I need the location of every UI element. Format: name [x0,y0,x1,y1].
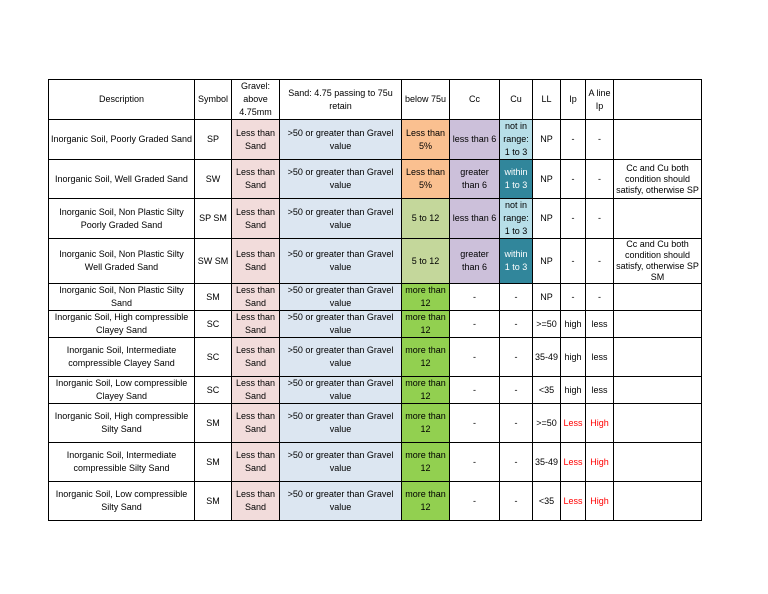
cell-cu: - [500,311,533,338]
table-row [49,338,702,377]
cell-sand: >50 or greater than Gravel value [280,199,402,239]
header-cu: Cu [500,80,533,120]
cell-cu: not in range: 1 to 3 [500,199,533,239]
cell-ll: NP [533,284,561,311]
cell-gravel: Less than Sand [232,284,280,311]
cell-a-line-ip: High [586,482,614,521]
table-row [49,311,702,338]
cell-note: Cc and Cu both condition should satisfy, otherwise SP SM [614,239,702,284]
cell-note [614,284,702,311]
cell-description: Inorganic Soil, Intermediate compressible Clayey Sand [49,338,195,377]
cell-note [614,199,702,239]
cell-cu: - [500,377,533,404]
cell-cu: - [500,338,533,377]
cell-symbol: SP [195,120,232,160]
cell-description: Inorganic Soil, Intermediate compressible Silty Sand [49,443,195,482]
header-sand: Sand: 4.75 passing to 75u retain [280,80,402,120]
cell-ip: Less [561,404,586,443]
cell-ip: - [561,199,586,239]
cell-cu: - [500,443,533,482]
cell-gravel: Less than Sand [232,482,280,521]
cell-sand: >50 or greater than Gravel value [280,377,402,404]
cell-cc: less than 6 [450,199,500,239]
cell-cc: - [450,482,500,521]
cell-cc: - [450,284,500,311]
cell-cu: within 1 to 3 [500,160,533,199]
cell-sand: >50 or greater than Gravel value [280,160,402,199]
cell-sand: >50 or greater than Gravel value [280,239,402,284]
cell-below-75u: 5 to 12 [402,239,450,284]
cell-cc: - [450,338,500,377]
header-ip: Ip [561,80,586,120]
cell-description: Inorganic Soil, Low compressible Clayey Sand [49,377,195,404]
cell-gravel: Less than Sand [232,311,280,338]
cell-ll: NP [533,160,561,199]
cell-description: Inorganic Soil, Low compressible Silty Sand [49,482,195,521]
cell-sand: >50 or greater than Gravel value [280,120,402,160]
cell-gravel: Less than Sand [232,338,280,377]
cell-ip: - [561,160,586,199]
header-row [49,80,702,120]
cell-ip: - [561,239,586,284]
cell-a-line-ip: less [586,311,614,338]
cell-a-line-ip: - [586,160,614,199]
header-a-line-ip: A line Ip [586,80,614,120]
cell-ip: Less [561,443,586,482]
header-below-75u: below 75u [402,80,450,120]
table-row [49,443,702,482]
table-row [49,482,702,521]
cell-ip: high [561,338,586,377]
soil-classification-table [48,79,702,521]
cell-below-75u: more than 12 [402,284,450,311]
cell-symbol: SP SM [195,199,232,239]
cell-a-line-ip: High [586,404,614,443]
cell-symbol: SM [195,482,232,521]
cell-sand: >50 or greater than Gravel value [280,404,402,443]
cell-gravel: Less than Sand [232,160,280,199]
cell-description: Inorganic Soil, Well Graded Sand [49,160,195,199]
cell-cc: - [450,377,500,404]
cell-below-75u: more than 12 [402,443,450,482]
cell-cu: - [500,284,533,311]
cell-a-line-ip: - [586,120,614,160]
cell-sand: >50 or greater than Gravel value [280,482,402,521]
cell-gravel: Less than Sand [232,239,280,284]
cell-symbol: SM [195,284,232,311]
cell-a-line-ip: less [586,338,614,377]
cell-ll: NP [533,239,561,284]
cell-below-75u: 5 to 12 [402,199,450,239]
table-row [49,377,702,404]
cell-ip: - [561,120,586,160]
cell-description: Inorganic Soil, Poorly Graded Sand [49,120,195,160]
cell-symbol: SC [195,338,232,377]
cell-sand: >50 or greater than Gravel value [280,311,402,338]
cell-cu: - [500,404,533,443]
table-row [49,199,702,239]
cell-ll: NP [533,120,561,160]
cell-cc: - [450,311,500,338]
header-note [614,80,702,120]
cell-ll: >=50 [533,404,561,443]
cell-below-75u: more than 12 [402,338,450,377]
header-gravel: Gravel: above 4.75mm [232,80,280,120]
cell-ip: Less [561,482,586,521]
cell-gravel: Less than Sand [232,377,280,404]
cell-symbol: SM [195,404,232,443]
cell-ll: >=50 [533,311,561,338]
cell-symbol: SW SM [195,239,232,284]
cell-symbol: SM [195,443,232,482]
cell-note [614,404,702,443]
cell-cu: not in range: 1 to 3 [500,120,533,160]
cell-note [614,338,702,377]
cell-cc: - [450,443,500,482]
cell-gravel: Less than Sand [232,404,280,443]
cell-cc: - [450,404,500,443]
cell-a-line-ip: - [586,199,614,239]
cell-note [614,311,702,338]
cell-ip: - [561,284,586,311]
cell-symbol: SC [195,311,232,338]
cell-gravel: Less than Sand [232,199,280,239]
cell-sand: >50 or greater than Gravel value [280,284,402,311]
cell-ll: 35-49 [533,443,561,482]
cell-cc: greater than 6 [450,160,500,199]
table-row [49,120,702,160]
cell-ll: <35 [533,377,561,404]
cell-symbol: SW [195,160,232,199]
cell-ip: high [561,377,586,404]
cell-sand: >50 or greater than Gravel value [280,443,402,482]
cell-a-line-ip: less [586,377,614,404]
cell-cu: - [500,482,533,521]
cell-below-75u: more than 12 [402,482,450,521]
cell-note: Cc and Cu both condition should satisfy, otherwise SP [614,160,702,199]
cell-note [614,120,702,160]
cell-description: Inorganic Soil, High compressible Clayey Sand [49,311,195,338]
cell-below-75u: more than 12 [402,311,450,338]
cell-description: Inorganic Soil, Non Plastic Silty Sand [49,284,195,311]
cell-ll: <35 [533,482,561,521]
cell-ll: NP [533,199,561,239]
cell-a-line-ip: High [586,443,614,482]
cell-ip: high [561,311,586,338]
cell-symbol: SC [195,377,232,404]
table-row [49,239,702,284]
cell-a-line-ip: - [586,239,614,284]
cell-cc: less than 6 [450,120,500,160]
cell-gravel: Less than Sand [232,443,280,482]
cell-note [614,377,702,404]
cell-description: Inorganic Soil, Non Plastic Silty Poorly Graded Sand [49,199,195,239]
cell-note [614,443,702,482]
cell-below-75u: more than 12 [402,377,450,404]
table-row [49,160,702,199]
cell-description: Inorganic Soil, High compressible Silty Sand [49,404,195,443]
cell-gravel: Less than Sand [232,120,280,160]
cell-below-75u: more than 12 [402,404,450,443]
table-row [49,404,702,443]
cell-sand: >50 or greater than Gravel value [280,338,402,377]
header-symbol: Symbol [195,80,232,120]
cell-a-line-ip: - [586,284,614,311]
cell-cu: within 1 to 3 [500,239,533,284]
header-cc: Cc [450,80,500,120]
table-row [49,284,702,311]
cell-note [614,482,702,521]
cell-below-75u: Less than 5% [402,120,450,160]
header-ll: LL [533,80,561,120]
cell-cc: greater than 6 [450,239,500,284]
cell-description: Inorganic Soil, Non Plastic Silty Well Graded Sand [49,239,195,284]
cell-below-75u: Less than 5% [402,160,450,199]
header-description: Description [49,80,195,120]
cell-ll: 35-49 [533,338,561,377]
